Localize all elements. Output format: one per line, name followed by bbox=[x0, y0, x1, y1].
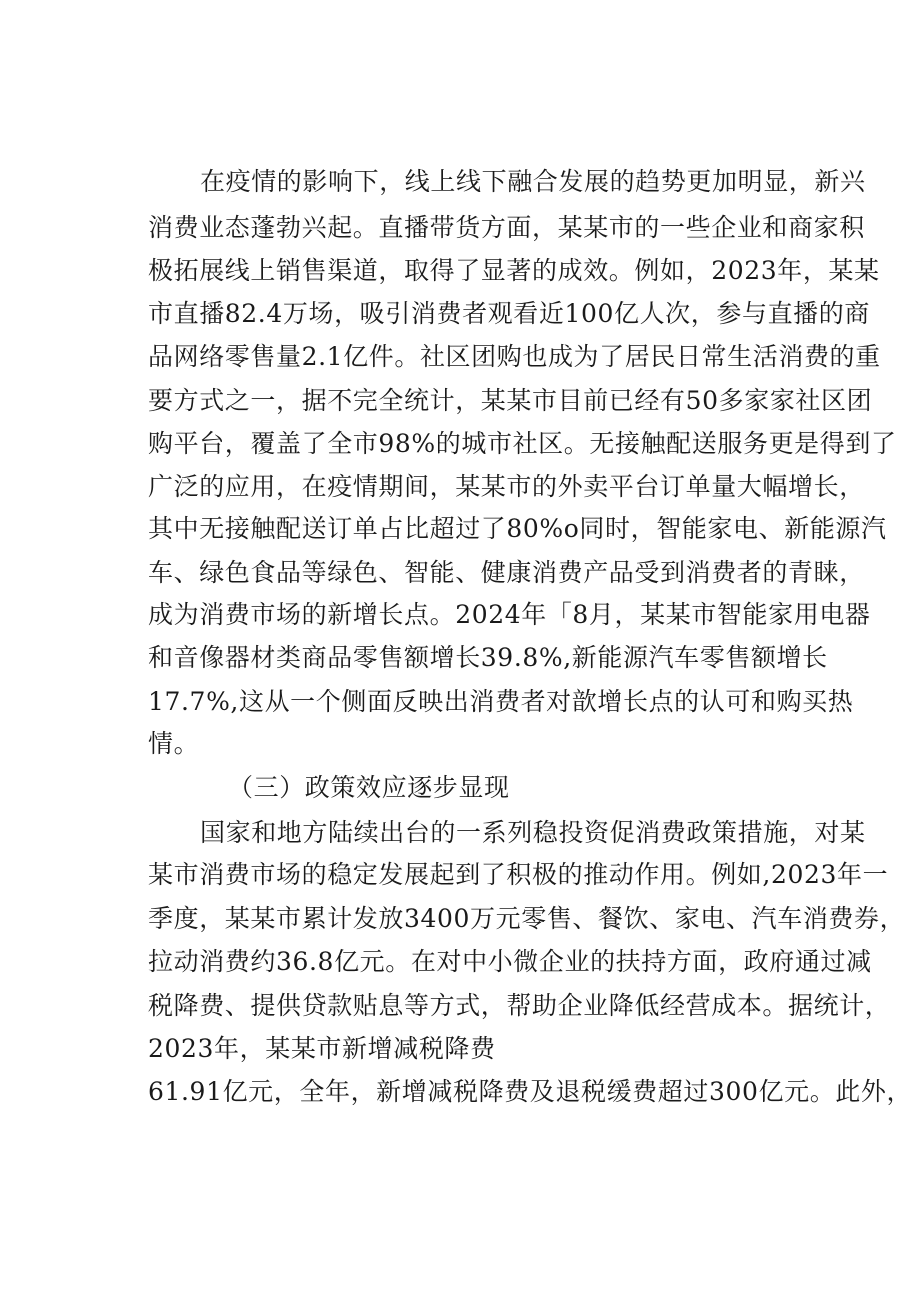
paragraph-2-line-1: 国家和地方陆续出台的一系列稳投资促消费政策措施，对某 bbox=[200, 818, 866, 847]
paragraph-2-line-2: 某市消费市场的稳定发展起到了积极的推动作用。例如,2023年一 bbox=[148, 860, 889, 889]
paragraph-1-line-8: 广泛的应用，在疫情期间，某某市的外卖平台订单量大幅增长， bbox=[148, 472, 865, 501]
paragraph-1-line-10: 车、绿色食品等绿色、智能、健康消费产品受到消费者的青睐， bbox=[148, 558, 865, 587]
paragraph-1-line-2: 消费业态蓬勃兴起。直播带货方面，某某市的一些企业和商家积 bbox=[148, 213, 865, 242]
paragraph-1-line-5: 品网络零售量2.1亿件。社区团购也成为了居民日常生活消费的重 bbox=[148, 342, 881, 371]
paragraph-2-line-4: 拉动消费约36.8亿元。在对中小微企业的扶持方面，政府通过减 bbox=[148, 947, 872, 976]
paragraph-2-line-7: 61.91亿元，全年，新增减税降费及退税缓费超过300亿元。此外， bbox=[148, 1077, 913, 1106]
paragraph-1-line-1: 在疫情的影响下，线上线下融合发展的趋势更加明显，新兴 bbox=[200, 167, 866, 196]
paragraph-2-line-6: 2023年，某某市新增减税降费 bbox=[148, 1034, 496, 1063]
paragraph-1-line-6: 要方式之一，据不完全统计，某某市目前已经有50多家家社区团 bbox=[148, 386, 873, 415]
paragraph-2-line-3: 季度，某某市累计发放3400万元零售、餐饮、家电、汽车消费券， bbox=[148, 904, 906, 933]
section-heading: （三）政策效应逐步显现 bbox=[228, 773, 510, 802]
paragraph-1-line-9: 其中无接触配送订单占比超过了80%o同时，智能家电、新能源汽 bbox=[148, 514, 887, 543]
paragraph-1-line-11: 成为消费市场的新增长点。2024年「8月，某某市智能家用电器 bbox=[148, 600, 871, 629]
paragraph-1-line-4: 市直播82.4万场，吸引消费者观看近100亿人次，参与直播的商 bbox=[148, 299, 870, 328]
paragraph-1-line-13: 17.7%,这从一个侧面反映出消费者对歆增长点的认可和购买热 bbox=[148, 687, 854, 716]
paragraph-2-line-5: 税降费、提供贷款贴息等方式，帮助企业降低经营成本。据统计， bbox=[148, 991, 891, 1020]
paragraph-1-line-12: 和音像器材类商品零售额增长39.8%,新能源汽车零售额增长 bbox=[148, 643, 828, 672]
paragraph-1-line-7: 购平台，覆盖了全市98%的城市社区。无接触配送服务更是得到了 bbox=[148, 429, 897, 458]
paragraph-1-line-3: 极拓展线上销售渠道，取得了显著的成效。例如，2023年，某某 bbox=[148, 256, 880, 285]
paragraph-1-line-14: 情。 bbox=[148, 729, 200, 758]
